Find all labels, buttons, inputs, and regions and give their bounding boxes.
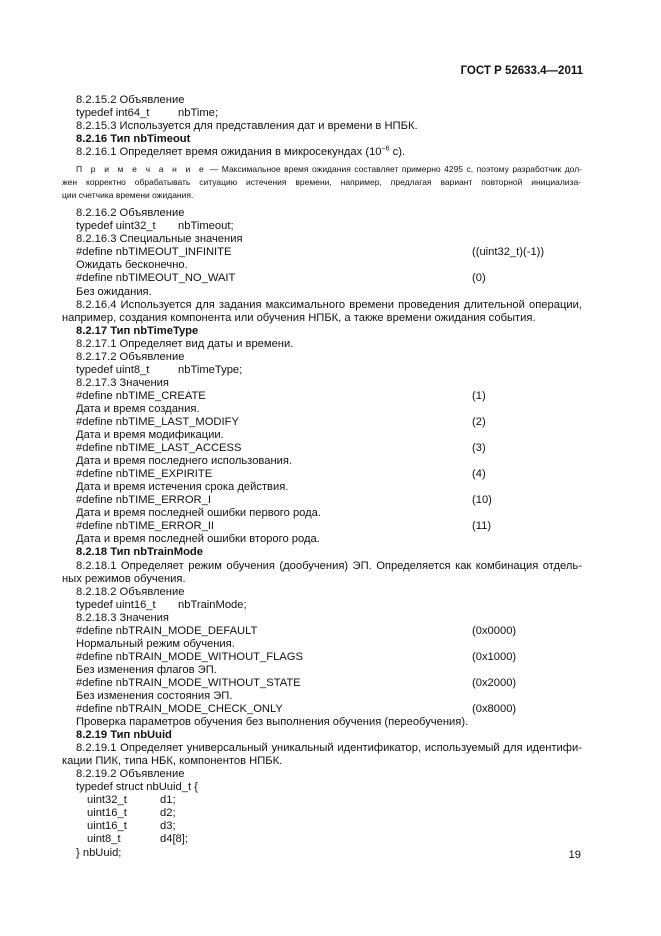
typedef-nbtime [0, 107, 661, 120]
section-8-2-17-2: 8.2.17.2 Объявление [76, 350, 185, 363]
section-title-8-2-17: 8.2.17 Тип nbTimeType [76, 324, 199, 337]
section-8-2-16-4-line-2: например, создания компонента или обучения НПБК, а также времени ожидания события. [62, 311, 536, 324]
section-8-2-16-2: 8.2.16.2 Объявление [76, 207, 185, 220]
define-row: #define nbTIME_EXPIRITE (4) [76, 468, 486, 481]
typedef-name: nbTime; [178, 107, 218, 120]
define-desc: Дата и время последней ошибки второго рода. [76, 533, 320, 546]
typedef-nbtimetype: typedef uint8_t nbTimeType; [76, 363, 243, 376]
define-row: #define nbTIME_ERROR_II (11) [76, 520, 492, 533]
section-8-2-17-1: 8.2.17.1 Определяет вид даты и времени. [76, 337, 294, 350]
define-row: #define nbTRAIN_MODE_DEFAULT (0x0000) [76, 624, 517, 637]
page-content [0, 94, 661, 860]
section-title-8-2-19: 8.2.19 Тип nbUuid [76, 729, 172, 742]
define-row: #define nbTIMEOUT_INFINITE ((uint32_t)(-1)) [76, 246, 545, 259]
section-8-2-15-2: 8.2.15.2 Объявление [76, 94, 185, 106]
section-8-2-19-1-line-2: кации ПИК, типа НБК, компонентов НПБК. [62, 755, 283, 768]
struct-open: typedef struct nbUuid_t { [76, 781, 198, 794]
section-8-2-18-2: 8.2.18.2 Объявление [76, 585, 185, 598]
struct-field: uint8_t d4[8]; [87, 833, 188, 846]
section-8-2-18-1-line-1: 8.2.18.1 Определяет режим обучения (дообучения) ЭП. Определяется как комбинация отдель- [76, 559, 582, 572]
define-row: #define nbTRAIN_MODE_CHECK_ONLY (0x8000) [76, 703, 517, 716]
define-desc: Ожидать бесконечно. [76, 259, 188, 272]
note-line-3: ции счетчика времени ожидания. [62, 190, 194, 201]
define-row: #define nbTIME_LAST_ACCESS (3) [76, 442, 486, 455]
section-8-2-16-3: 8.2.16.3 Специальные значения [76, 233, 243, 246]
define-desc: Без изменения состояния ЭП. [76, 689, 233, 702]
define-desc: Дата и время последней ошибки первого рода. [76, 507, 322, 520]
section-8-2-15-3: 8.2.15.3 Используется для представления дат и времени в НПБК. [76, 120, 418, 133]
define-row: #define nbTIMEOUT_NO_WAIT (0) [76, 272, 486, 285]
section-8-2-16-1: 8.2.16.1 Определяет время ожидания в микросекундах ($10^{-6}$ с). [76, 145, 406, 159]
struct-close: } nbUuid; [76, 846, 122, 859]
define-desc: Дата и время истечения срока действия. [76, 481, 289, 494]
section-8-2-17-3: 8.2.17.3 Значения [76, 376, 169, 389]
section-8-2-18-1-line-2: ных режимов обучения. [62, 572, 186, 585]
define-desc: Дата и время создания. [76, 402, 200, 415]
define-desc: Без изменения флагов ЭП. [76, 663, 217, 676]
define-row: #define nbTIME_CREATE (1) [76, 389, 486, 402]
section-8-2-16-4-line-1: 8.2.16.4 Используется для задания максимального времени проведения длительной операции, [76, 298, 582, 311]
struct-field: uint32_t d1; [87, 794, 176, 807]
section-8-2-19-2: 8.2.19.2 Объявление [76, 768, 185, 781]
note-line-1: П р и м е ч а н и е — Максимальное время ожидания составляет примерно 4295 с, поэтому разработчик дол- [76, 164, 583, 175]
define-desc: Дата и время последнего использования. [76, 455, 293, 468]
section-8-2-19-1-line-1: 8.2.19.1 Определяет универсальный уникальный идентификатор, используемый для идентифи- [76, 742, 582, 755]
section-8-2-18-3: 8.2.18.3 Значения [76, 611, 169, 624]
typedef-nbtimeout: typedef uint32_t nbTimeout; [76, 220, 234, 233]
define-desc: Нормальный режим обучения. [76, 637, 235, 650]
define-row: #define nbTIME_LAST_MODIFY (2) [76, 415, 486, 428]
define-desc: Дата и время модификации. [76, 429, 224, 442]
page-number: 19 [568, 849, 581, 861]
define-row: #define nbTIME_ERROR_I (10) [76, 494, 492, 507]
define-desc: Проверка параметров обучения без выполнения обучения (переобучения). [76, 716, 469, 729]
struct-field: uint16_t d3; [87, 820, 176, 833]
define-row: #define nbTRAIN_MODE_WITHOUT_FLAGS (0x1000) [76, 650, 517, 663]
typedef-type: typedef int64_t [76, 107, 150, 120]
struct-field: uint16_t d2; [87, 807, 176, 820]
define-desc: Без ожидания. [76, 285, 152, 298]
typedef-nbtrainmode: typedef uint16_t nbTrainMode; [76, 598, 247, 611]
section-title-8-2-16: 8.2.16 Тип nbTimeout [76, 133, 191, 146]
document-header: ГОСТ Р 52633.4—2011 [460, 65, 583, 77]
note-line-2: жен корректно обрабатывать ситуацию истечения времени, например, предлагая вариант повторной инициализа- [62, 177, 581, 188]
note-label: П р и м е ч а н и е [76, 164, 207, 175]
define-row: #define nbTRAIN_MODE_WITHOUT_STATE (0x2000) [76, 676, 517, 689]
section-title-8-2-18: 8.2.18 Тип nbTrainMode [76, 546, 203, 559]
